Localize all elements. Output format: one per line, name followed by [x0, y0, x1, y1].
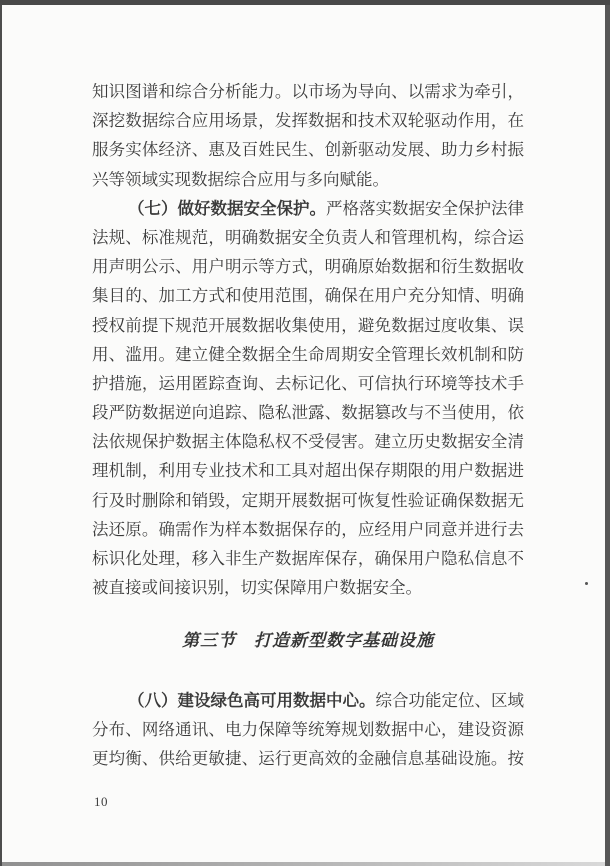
text-line: 深挖数据综合应用场景，发挥数据和技术双轮驱动作用，在 — [92, 111, 524, 131]
paragraph-lead: （七）做好数据安全保护。 — [128, 198, 326, 218]
text-line: 用声明公示、用户明示等方式，明确原始数据和衍生数据收 — [92, 257, 524, 277]
text-line: 法依规保护数据主体隐私权不受侵害。建立历史数据安全清 — [92, 432, 524, 452]
text-line: 更均衡、供给更敏捷、运行更高效的金融信息基础设施。按 — [92, 748, 524, 768]
text-line: 兴等领域实现数据综合应用与多向赋能。 — [92, 169, 389, 189]
text-line: 法规、标准规范，明确数据安全负责人和管理机构，综合运 — [92, 227, 524, 247]
text-line: 知识图谱和综合分析能力。以市场为导向、以需求为牵引， — [92, 82, 524, 101]
text-line: 被直接或间接识别，切实保障用户数据安全。 — [92, 578, 422, 598]
section-heading: 第三节 打造新型数字基础设施 — [182, 631, 434, 651]
text-line: 标识化处理，移入非生产数据库保存，确保用户隐私信息不 — [92, 549, 524, 568]
text-line: （七）做好数据安全保护。严格落实数据安全保护法律 — [128, 198, 524, 218]
text-line: （八）建设绿色高可用数据中心。综合功能定位、区域 — [128, 690, 524, 710]
text-line: 用、滥用。建立健全数据全生命周期安全管理长效机制和防 — [92, 344, 524, 364]
text-line: 行及时删除和销毁，定期开展数据可恢复性验证确保数据无 — [92, 490, 524, 510]
text-line: 法还原。确需作为样本数据保存的，应经用户同意并进行去 — [92, 519, 524, 539]
paragraph — [92, 686, 524, 774]
text-line: 集目的、加工方式和使用范围，确保在用户充分知情、明确 — [92, 286, 524, 306]
scan-edge-top — [0, 0, 610, 5]
page-number: 10 — [94, 794, 108, 809]
text-line: 分布、网络通讯、电力保障等统筹规划数据中心，建设资源 — [92, 719, 524, 739]
scan-edge-left — [0, 0, 2, 866]
text-line: 理机制，利用专业技术和工具对超出保存期限的用户数据进 — [92, 461, 524, 481]
text-blocks — [92, 77, 524, 773]
scan-edge-right — [605, 0, 610, 866]
text-line: 段严防数据逆向追踪、隐私泄露、数据篡改与不当使用，依 — [92, 403, 524, 423]
scan-edge-bottom — [0, 862, 610, 866]
scan-artifact-speck — [585, 582, 588, 585]
paragraph — [92, 194, 524, 603]
text-line: 服务实体经济、惠及百姓民生、创新驱动发展、助力乡村振 — [92, 140, 524, 160]
text-line: 授权前提下规范开展数据收集使用，避免数据过度收集、误 — [92, 315, 524, 335]
paragraph — [92, 77, 524, 194]
text-line: 护措施，运用匿踪查询、去标记化、可信执行环境等技术手 — [92, 373, 524, 393]
paragraph-lead: （八）建设绿色高可用数据中心。 — [128, 690, 376, 710]
